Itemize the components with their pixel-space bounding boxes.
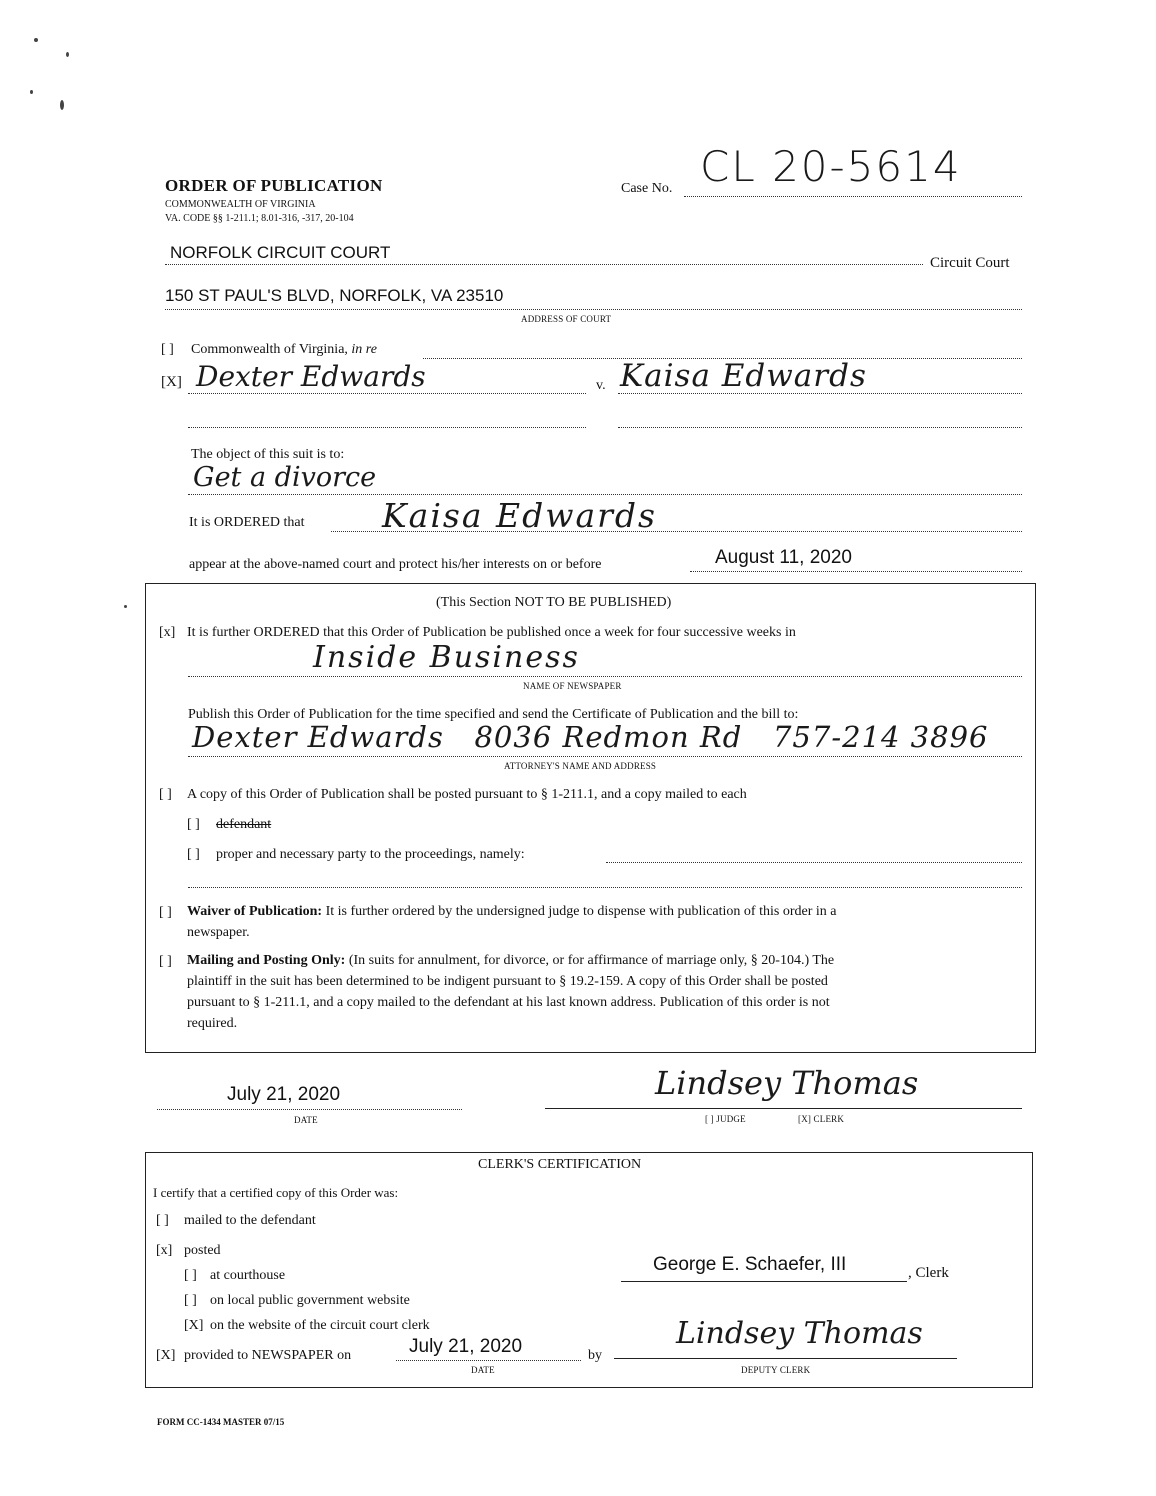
local-website-text: on local public government website — [210, 1293, 410, 1308]
waiver-text: It is further ordered by the undersigned judge to dispense with publication of this order in a — [325, 904, 837, 919]
ordered-label: It is ORDERED that — [189, 515, 305, 530]
newspaper-caption: NAME OF NEWSPAPER — [523, 681, 622, 691]
further-ordered-text: It is further ORDERED that this Order of Publication be published once a week for four successive weeks in — [187, 625, 796, 640]
posted-text: posted — [184, 1243, 221, 1258]
mailing-line-4: required. — [187, 1016, 238, 1031]
order-date-line — [157, 1109, 462, 1110]
waiver-paragraph — [187, 904, 836, 920]
courthouse-text: at courthouse — [210, 1268, 286, 1283]
provided-checkbox[interactable]: [X] — [156, 1348, 176, 1363]
scan-speck — [60, 100, 64, 110]
unpublished-section-title: (This Section NOT TO BE PUBLISHED) — [436, 595, 672, 610]
address-caption: ADDRESS OF COURT — [521, 314, 612, 324]
order-date: July 21, 2020 — [227, 1084, 341, 1105]
newspaper-line — [188, 676, 1022, 677]
copy-posted-checkbox[interactable]: [ ] — [159, 787, 172, 802]
waiver-label: Waiver of Publication: — [187, 904, 323, 919]
circuit-court-suffix: Circuit Court — [930, 255, 1010, 271]
clerk-name-line — [621, 1281, 907, 1282]
ordered-party: Kaisa Edwards — [382, 496, 657, 535]
defendant-checkbox[interactable]: [ ] — [187, 817, 200, 832]
provided-date: July 21, 2020 — [409, 1336, 523, 1357]
provided-text: provided to NEWSPAPER on — [184, 1348, 352, 1363]
signature-line — [545, 1108, 1022, 1109]
by-label: by — [588, 1348, 602, 1363]
provided-date-line — [396, 1360, 581, 1361]
mailing-checkbox[interactable]: [ ] — [159, 954, 172, 969]
appear-date-line — [690, 571, 1022, 572]
defendant-name: Kaisa Edwards — [620, 358, 867, 394]
object-label: The object of this suit is to: — [191, 447, 345, 462]
mailing-line-3: pursuant to § 1-211.1, and a copy mailed to the defendant at his last known address. Publication of this order is not — [187, 995, 830, 1010]
provided-date-caption: DATE — [471, 1365, 495, 1375]
appear-text: appear at the above-named court and protect his/her interests on or before — [189, 557, 602, 572]
copy-posted-text: A copy of this Order of Publication shall be posted pursuant to § 1-211.1, and a copy mailed to each — [187, 787, 747, 802]
court-name: NORFOLK CIRCUIT COURT — [170, 243, 391, 262]
clerk-option[interactable]: [X] CLERK — [798, 1114, 845, 1124]
defendant-text: defendant — [216, 817, 272, 832]
court-address-line — [165, 309, 1022, 310]
mailed-checkbox[interactable]: [ ] — [156, 1213, 169, 1228]
defendant-line — [618, 393, 1022, 394]
scan-speck — [124, 605, 127, 608]
mailing-paragraph — [187, 953, 834, 969]
judge-clerk-signature: Lindsey Thomas — [655, 1064, 919, 1102]
scan-speck — [66, 52, 69, 57]
publish-instructions: Publish this Order of Publication for the time specified and send the Certificate of Publication and the bill to: — [188, 707, 799, 722]
versus-label: v. — [596, 378, 606, 393]
proper-party-checkbox[interactable]: [ ] — [187, 847, 200, 862]
court-name-line — [165, 264, 923, 265]
clerk-website-text: on the website of the circuit court clerk — [210, 1318, 430, 1333]
certification-title: CLERK'S CERTIFICATION — [478, 1157, 642, 1172]
further-ordered-checkbox[interactable]: [x] — [159, 625, 176, 640]
case-number-value: CL 20-5614 — [700, 142, 962, 191]
form-subtitle-commonwealth: COMMONWEALTH OF VIRGINIA — [165, 199, 316, 210]
judge-option[interactable]: [ ] JUDGE — [705, 1114, 746, 1124]
defendant-line-2 — [618, 427, 1022, 428]
courthouse-checkbox[interactable]: [ ] — [184, 1268, 197, 1283]
local-website-checkbox[interactable]: [ ] — [184, 1293, 197, 1308]
plaintiff-line — [188, 393, 586, 394]
deputy-caption: DEPUTY CLERK — [741, 1365, 811, 1375]
commonwealth-checkbox[interactable]: [ ] — [161, 342, 174, 357]
case-number-line — [684, 196, 1022, 197]
proper-party-text: proper and necessary party to the proceedings, namely: — [216, 847, 525, 862]
waiver-text-2: newspaper. — [187, 925, 250, 940]
plaintiff-name: Dexter Edwards — [196, 360, 426, 393]
certification-intro: I certify that a certified copy of this Order was: — [153, 1185, 399, 1200]
posted-checkbox[interactable]: [x] — [156, 1243, 173, 1258]
form-title: ORDER OF PUBLICATION — [165, 176, 383, 195]
plaintiff-checkbox[interactable]: [X] — [161, 374, 182, 390]
in-re-text: in re — [351, 342, 377, 357]
ordered-line — [331, 531, 1022, 532]
attorney-caption: ATTORNEY'S NAME AND ADDRESS — [504, 761, 657, 771]
mailed-text: mailed to the defendant — [184, 1213, 316, 1228]
appear-date: August 11, 2020 — [715, 547, 852, 568]
proper-party-line — [606, 862, 1022, 863]
object-line — [188, 494, 1022, 495]
deputy-signature-line — [614, 1358, 957, 1359]
attorney-line — [188, 756, 1022, 757]
court-address: 150 ST PAUL'S BLVD, NORFOLK, VA 23510 — [165, 286, 504, 305]
scan-speck — [30, 90, 33, 94]
order-date-caption: DATE — [294, 1115, 318, 1125]
mailing-label: Mailing and Posting Only: — [187, 953, 346, 968]
newspaper-name: Inside Business — [313, 640, 580, 675]
waiver-checkbox[interactable]: [ ] — [159, 905, 172, 920]
case-number-label: Case No. — [621, 181, 673, 196]
clerk-suffix: , Clerk — [908, 1265, 949, 1281]
clerk-website-checkbox[interactable]: [X] — [184, 1318, 204, 1333]
form-id: FORM CC-1434 MASTER 07/15 — [157, 1417, 285, 1427]
scan-speck — [34, 38, 38, 42]
object-value: Get a divorce — [193, 462, 377, 493]
attorney-info: Dexter Edwards 8036 Redmon Rd 757-214 3896 — [192, 720, 989, 754]
clerk-name: George E. Schaefer, III — [653, 1254, 847, 1275]
form-subtitle-code: VA. CODE §§ 1-211.1; 8.01-316, -317, 20-104 — [165, 213, 354, 224]
mailing-line-2: plaintiff in the suit has been determined to be indigent pursuant to § 19.2-159. A copy of this Order shall be posted — [187, 974, 828, 989]
plaintiff-line-2 — [188, 427, 586, 428]
proper-party-line-2 — [188, 887, 1022, 888]
commonwealth-text: Commonwealth of Virginia, — [191, 342, 348, 357]
deputy-clerk-signature: Lindsey Thomas — [676, 1316, 923, 1351]
commonwealth-label — [191, 342, 377, 358]
mailing-line-1: (In suits for annulment, for divorce, or for affirmance of marriage only, § 20-104.) The — [348, 953, 835, 968]
